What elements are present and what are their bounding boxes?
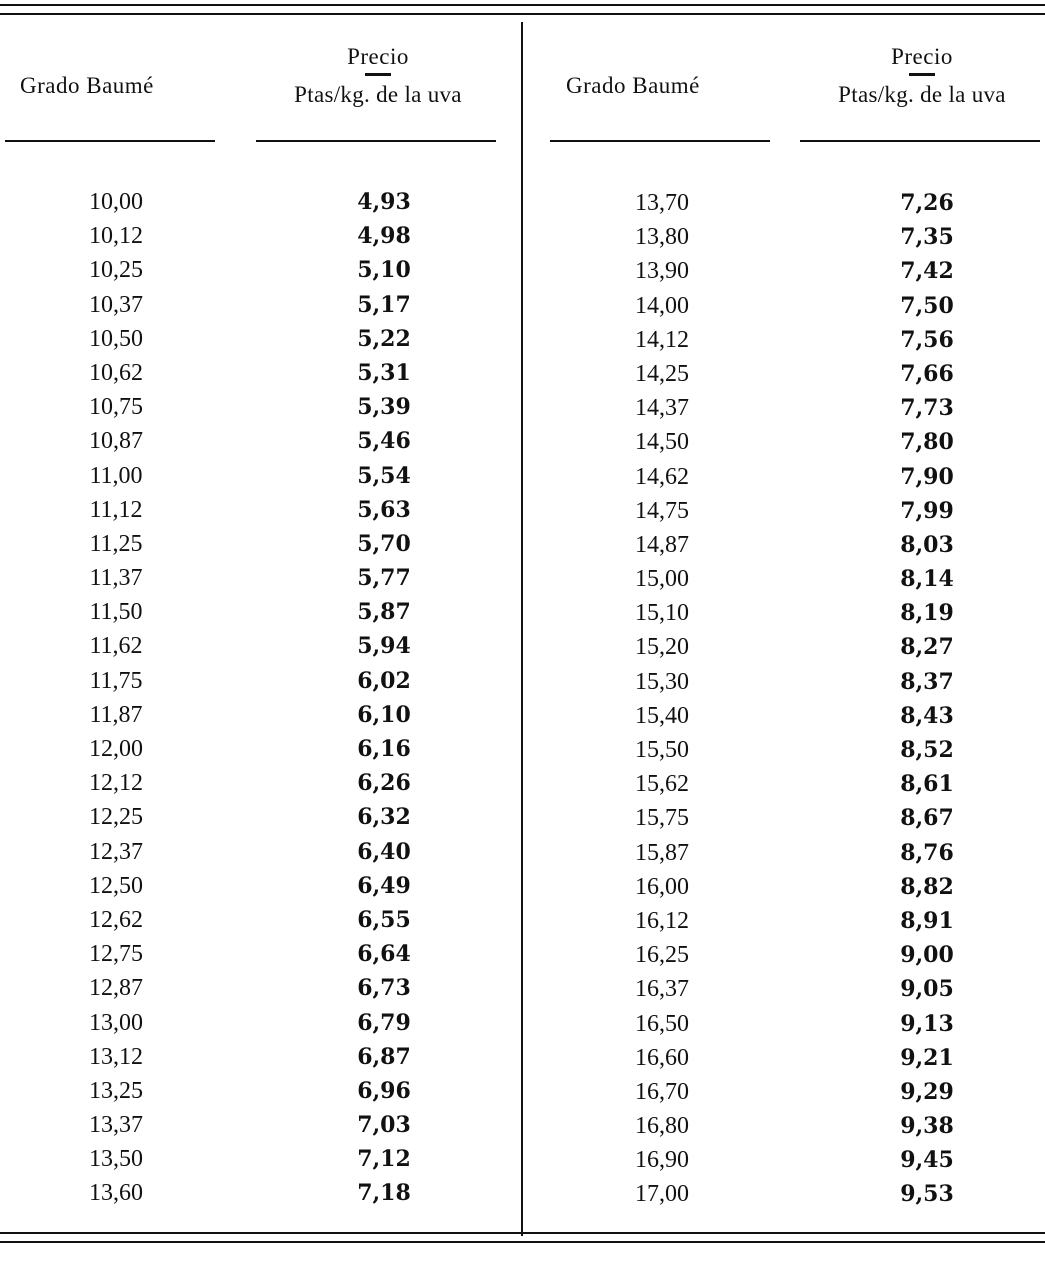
- table-cell: 11,25: [89, 530, 143, 557]
- table-cell: 5,63: [357, 496, 411, 523]
- table-cell: 9,13: [900, 1010, 954, 1037]
- table-cell: 12,50: [89, 872, 143, 899]
- table-cell: 10,37: [89, 291, 143, 318]
- left-grado-header: Grado Baumé: [20, 73, 154, 98]
- table-cell: 11,00: [89, 462, 143, 489]
- table-cell: 11,87: [89, 701, 143, 728]
- table-cell: 5,94: [357, 633, 411, 660]
- table-cell: 9,53: [900, 1181, 954, 1208]
- table-cell: 11,75: [89, 667, 143, 694]
- top-rule-inner: [0, 13, 1045, 15]
- table-cell: 10,75: [89, 394, 143, 421]
- right-grado-header: Grado Baumé: [566, 73, 700, 98]
- table-cell: 6,10: [357, 701, 411, 728]
- table-cell: 5,31: [357, 359, 411, 386]
- table-cell: 9,00: [900, 942, 954, 969]
- table-cell: 8,37: [900, 668, 954, 695]
- table-cell: 12,87: [89, 975, 143, 1002]
- table-cell: 13,37: [89, 1112, 143, 1139]
- table-cell: 7,18: [357, 1180, 411, 1207]
- table-cell: 15,40: [635, 702, 689, 729]
- table-cell: 7,03: [357, 1112, 411, 1139]
- table-cell: 6,96: [357, 1077, 411, 1104]
- table-cell: 8,19: [900, 600, 954, 627]
- table-cell: 8,91: [900, 907, 954, 934]
- table-cell: 7,42: [900, 258, 954, 285]
- table-cell: 7,35: [900, 224, 954, 251]
- top-rule-outer: [0, 4, 1045, 6]
- table-cell: 9,38: [900, 1113, 954, 1140]
- table-cell: 15,62: [635, 771, 689, 798]
- bottom-rule-inner: [0, 1241, 1045, 1243]
- table-cell: 5,70: [357, 530, 411, 557]
- table-cell: 15,75: [635, 805, 689, 832]
- table-cell: 16,00: [635, 873, 689, 900]
- table-cell: 8,61: [900, 771, 954, 798]
- table-cell: 6,26: [357, 770, 411, 797]
- center-divider: [521, 22, 523, 1236]
- table-cell: 5,77: [357, 565, 411, 592]
- table-cell: 6,79: [357, 1009, 411, 1036]
- table-cell: 16,60: [635, 1044, 689, 1071]
- table-cell: 6,73: [357, 975, 411, 1002]
- table-cell: 4,98: [357, 223, 411, 250]
- table-cell: 5,17: [357, 291, 411, 318]
- table-cell: 5,10: [357, 257, 411, 284]
- table-cell: 7,99: [900, 497, 954, 524]
- table-cell: 6,40: [357, 838, 411, 865]
- table-cell: 8,27: [900, 634, 954, 661]
- table-cell: 6,32: [357, 804, 411, 831]
- right-precio-underline: [800, 140, 1040, 142]
- table-cell: 16,90: [635, 1147, 689, 1174]
- table-cell: 8,14: [900, 566, 954, 593]
- table-cell: 10,50: [89, 325, 143, 352]
- table-cell: 15,10: [635, 600, 689, 627]
- table-cell: 10,25: [89, 257, 143, 284]
- right-precio-title: Precio: [891, 44, 953, 69]
- table-cell: 13,25: [89, 1077, 143, 1104]
- left-precio-title: Precio: [347, 44, 409, 69]
- table-cell: 9,21: [900, 1044, 954, 1071]
- table-cell: 9,05: [900, 976, 954, 1003]
- table-cell: 12,37: [89, 838, 143, 865]
- table-cell: 6,87: [357, 1043, 411, 1070]
- table-cell: 11,62: [89, 633, 143, 660]
- table-cell: 15,00: [635, 566, 689, 593]
- table-cell: 16,80: [635, 1113, 689, 1140]
- right-grado-underline: [550, 140, 770, 142]
- left-precio-dash: [365, 73, 391, 76]
- table-cell: 11,50: [89, 599, 143, 626]
- table-cell: 10,00: [89, 189, 143, 215]
- table-cell: 6,49: [357, 872, 411, 899]
- table-cell: 7,50: [900, 292, 954, 319]
- table-cell: 14,87: [635, 531, 689, 558]
- table-cell: 12,12: [89, 770, 143, 797]
- table-cell: 7,80: [900, 429, 954, 456]
- table-cell: 12,00: [89, 736, 143, 762]
- table-cell: 15,20: [635, 634, 689, 661]
- table-cell: 7,66: [900, 360, 954, 387]
- table-cell: 16,70: [635, 1078, 689, 1105]
- table-cell: 5,46: [357, 428, 411, 455]
- table-cell: 16,50: [635, 1010, 689, 1037]
- table-cell: 12,75: [89, 941, 143, 968]
- table-cell: 11,37: [89, 565, 143, 592]
- table-cell: 15,87: [635, 839, 689, 866]
- table-cell: 16,25: [635, 942, 689, 969]
- table-cell: 14,12: [635, 326, 689, 353]
- table-cell: 8,67: [900, 805, 954, 832]
- table-cell: 14,00: [635, 292, 689, 319]
- table-cell: 9,29: [900, 1078, 954, 1105]
- left-grado-underline: [5, 140, 215, 142]
- table-cell: 14,62: [635, 463, 689, 490]
- right-precio-header: [797, 44, 1045, 108]
- table-cell: 14,25: [635, 360, 689, 387]
- table-cell: 8,43: [900, 702, 954, 729]
- table-cell: 13,60: [89, 1180, 143, 1207]
- right-precio-column: [857, 186, 997, 1212]
- table-cell: 13,90: [635, 258, 689, 285]
- table-cell: 10,62: [89, 359, 143, 386]
- table-cell: 15,30: [635, 668, 689, 695]
- table-cell: 5,54: [357, 462, 411, 489]
- left-precio-column: [314, 185, 454, 1211]
- table-cell: 7,73: [900, 395, 954, 422]
- right-grado-column: [592, 186, 732, 1212]
- table-cell: 13,70: [635, 190, 689, 216]
- table-cell: 14,37: [635, 395, 689, 422]
- table-cell: 6,16: [357, 736, 411, 762]
- table-cell: 8,03: [900, 531, 954, 558]
- table-cell: 5,22: [357, 325, 411, 352]
- table-cell: 7,12: [357, 1146, 411, 1173]
- table-cell: 10,87: [89, 428, 143, 455]
- table-cell: 6,02: [357, 667, 411, 694]
- table-cell: 5,39: [357, 394, 411, 421]
- right-precio-dash: [909, 73, 935, 76]
- left-precio-header: [253, 44, 503, 108]
- table-cell: 8,82: [900, 873, 954, 900]
- left-precio-underline: [256, 140, 496, 142]
- table-cell: 7,26: [900, 190, 954, 216]
- table-cell: 13,00: [89, 1009, 143, 1036]
- table-cell: 6,55: [357, 906, 411, 933]
- left-precio-unit: Ptas/kg. de la uva: [294, 82, 462, 107]
- table-cell: 11,12: [89, 496, 143, 523]
- table-cell: 13,12: [89, 1043, 143, 1070]
- table-cell: 6,64: [357, 941, 411, 968]
- table-cell: 12,25: [89, 804, 143, 831]
- table-cell: 7,56: [900, 326, 954, 353]
- bottom-rule-outer: [0, 1232, 1045, 1234]
- table-cell: 8,76: [900, 839, 954, 866]
- table-cell: 15,50: [635, 737, 689, 763]
- table-cell: 14,75: [635, 497, 689, 524]
- table-cell: 9,45: [900, 1147, 954, 1174]
- table-cell: 10,12: [89, 223, 143, 250]
- table-cell: 13,50: [89, 1146, 143, 1173]
- table-cell: 13,80: [635, 224, 689, 251]
- table-cell: 14,50: [635, 429, 689, 456]
- table-cell: 17,00: [635, 1181, 689, 1208]
- table-cell: 4,93: [357, 189, 411, 215]
- right-precio-unit: Ptas/kg. de la uva: [838, 82, 1006, 107]
- table-cell: 16,37: [635, 976, 689, 1003]
- left-grado-column: [46, 185, 186, 1211]
- table-cell: 5,87: [357, 599, 411, 626]
- table-cell: 7,90: [900, 463, 954, 490]
- table-cell: 16,12: [635, 907, 689, 934]
- table-cell: 12,62: [89, 906, 143, 933]
- table-cell: 8,52: [900, 737, 954, 763]
